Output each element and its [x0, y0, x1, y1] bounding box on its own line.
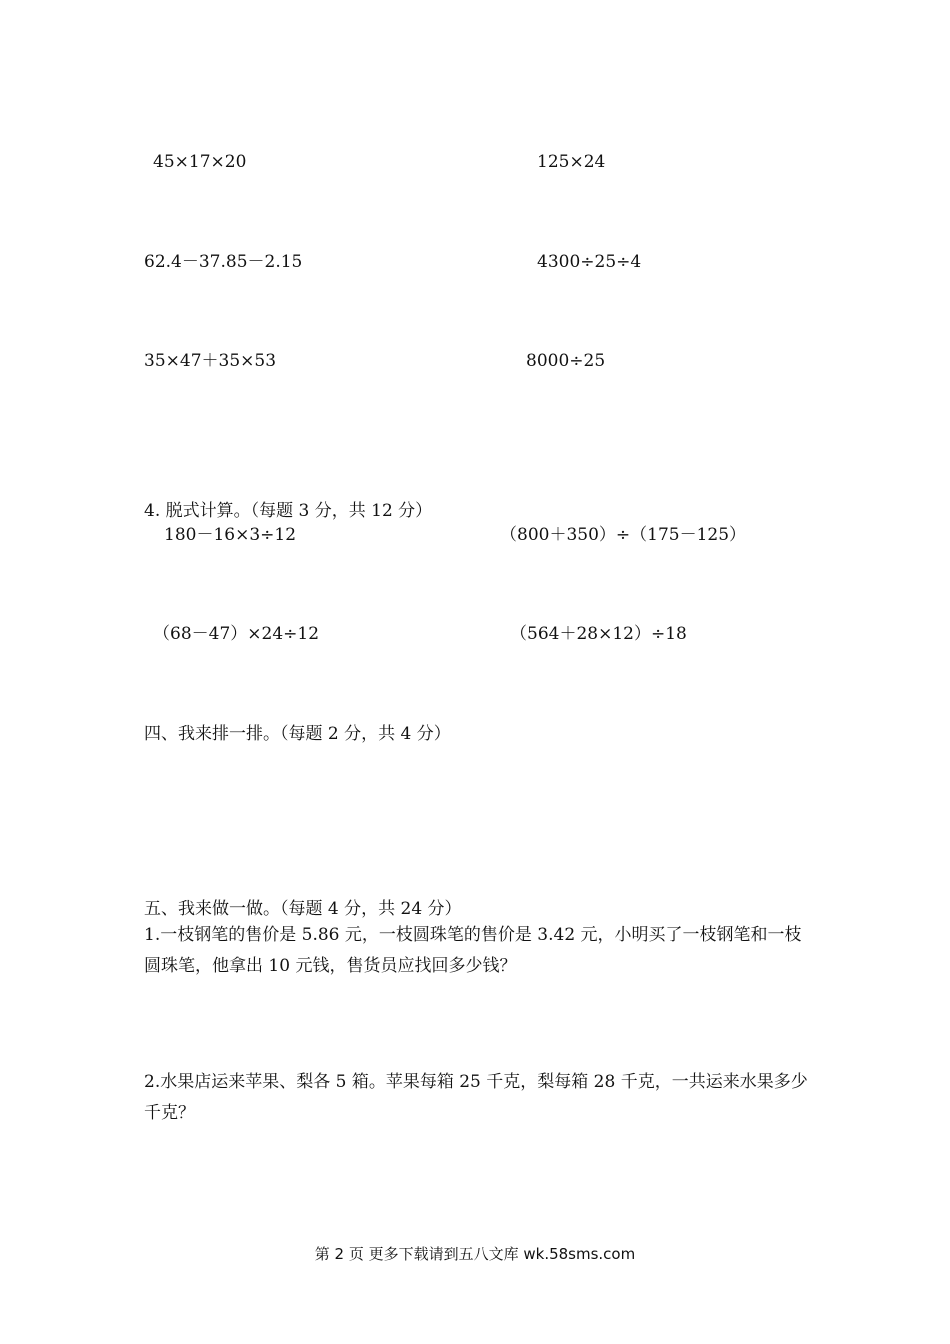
calc-expression: 125×24 — [537, 152, 606, 172]
calc-expression: 4300÷25÷4 — [537, 252, 642, 272]
calc-expression: 180－16×3÷12 — [164, 525, 297, 545]
word-problem: 1.一枝钢笔的售价是 5.86 元，一枝圆珠笔的售价是 3.42 元，小明买了一枝钢笔和一枝圆珠笔，他拿出 10 元钱，售货员应找回多少钱？ — [144, 925, 802, 976]
calc-expression: （564＋28×12）÷18 — [510, 624, 687, 644]
calc-expression: 45×17×20 — [153, 152, 247, 172]
page-footer: 第 2 页 更多下载请到五八文库 wk.58sms.com — [314, 1245, 636, 1263]
calc-expression: 35×47＋35×53 — [144, 351, 277, 371]
section-heading: 四、我来排一排。（每题 2 分，共 4 分） — [144, 724, 451, 744]
word-problem: 2.水果店运来苹果、梨各 5 箱。苹果每箱 25 千克，梨每箱 28 千克，一共运来水果多少千克？ — [144, 1072, 808, 1123]
calc-expression: （800＋350）÷（175－125） — [500, 525, 747, 545]
calc-expression: 62.4－37.85－2.15 — [144, 252, 303, 272]
question-heading: 4. 脱式计算。（每题 3 分，共 12 分） — [144, 501, 433, 521]
calc-expression: （68－47）×24÷12 — [153, 624, 320, 644]
section-heading: 五、我来做一做。（每题 4 分，共 24 分） — [144, 899, 462, 919]
calc-expression: 8000÷25 — [526, 351, 606, 371]
